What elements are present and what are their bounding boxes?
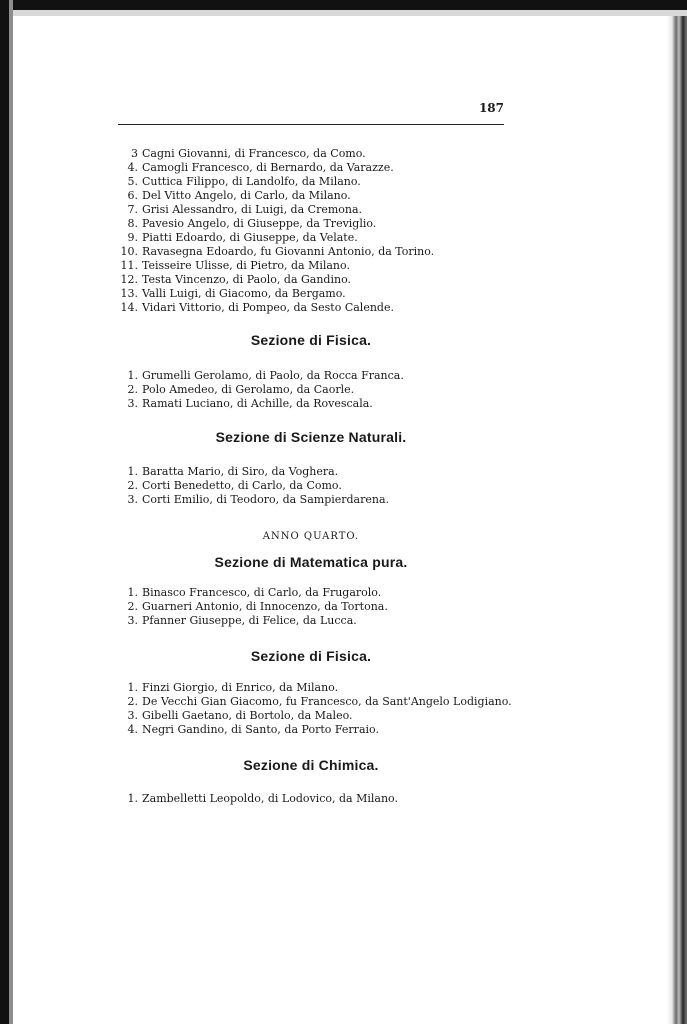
section-heading-scienze-naturali: Sezione di Scienze Naturali. (215, 429, 407, 445)
scan-left-border (0, 0, 9, 1024)
scan-left-shadow (9, 0, 13, 1024)
year-heading: ANNO QUARTO. (262, 531, 360, 542)
section-heading-fisica: Sezione di Fisica. (250, 332, 372, 348)
header-rule (118, 124, 504, 125)
page-number: 187 (478, 101, 504, 115)
scan-top-shadow (0, 10, 687, 16)
scan-right-edge (667, 16, 687, 1024)
section-heading-fisica: Sezione di Fisica. (250, 648, 372, 664)
section-heading-chimica: Sezione di Chimica. (243, 757, 379, 773)
section-heading-matematica: Sezione di Matematica pura. (214, 554, 408, 570)
scan-top-border (0, 0, 687, 10)
